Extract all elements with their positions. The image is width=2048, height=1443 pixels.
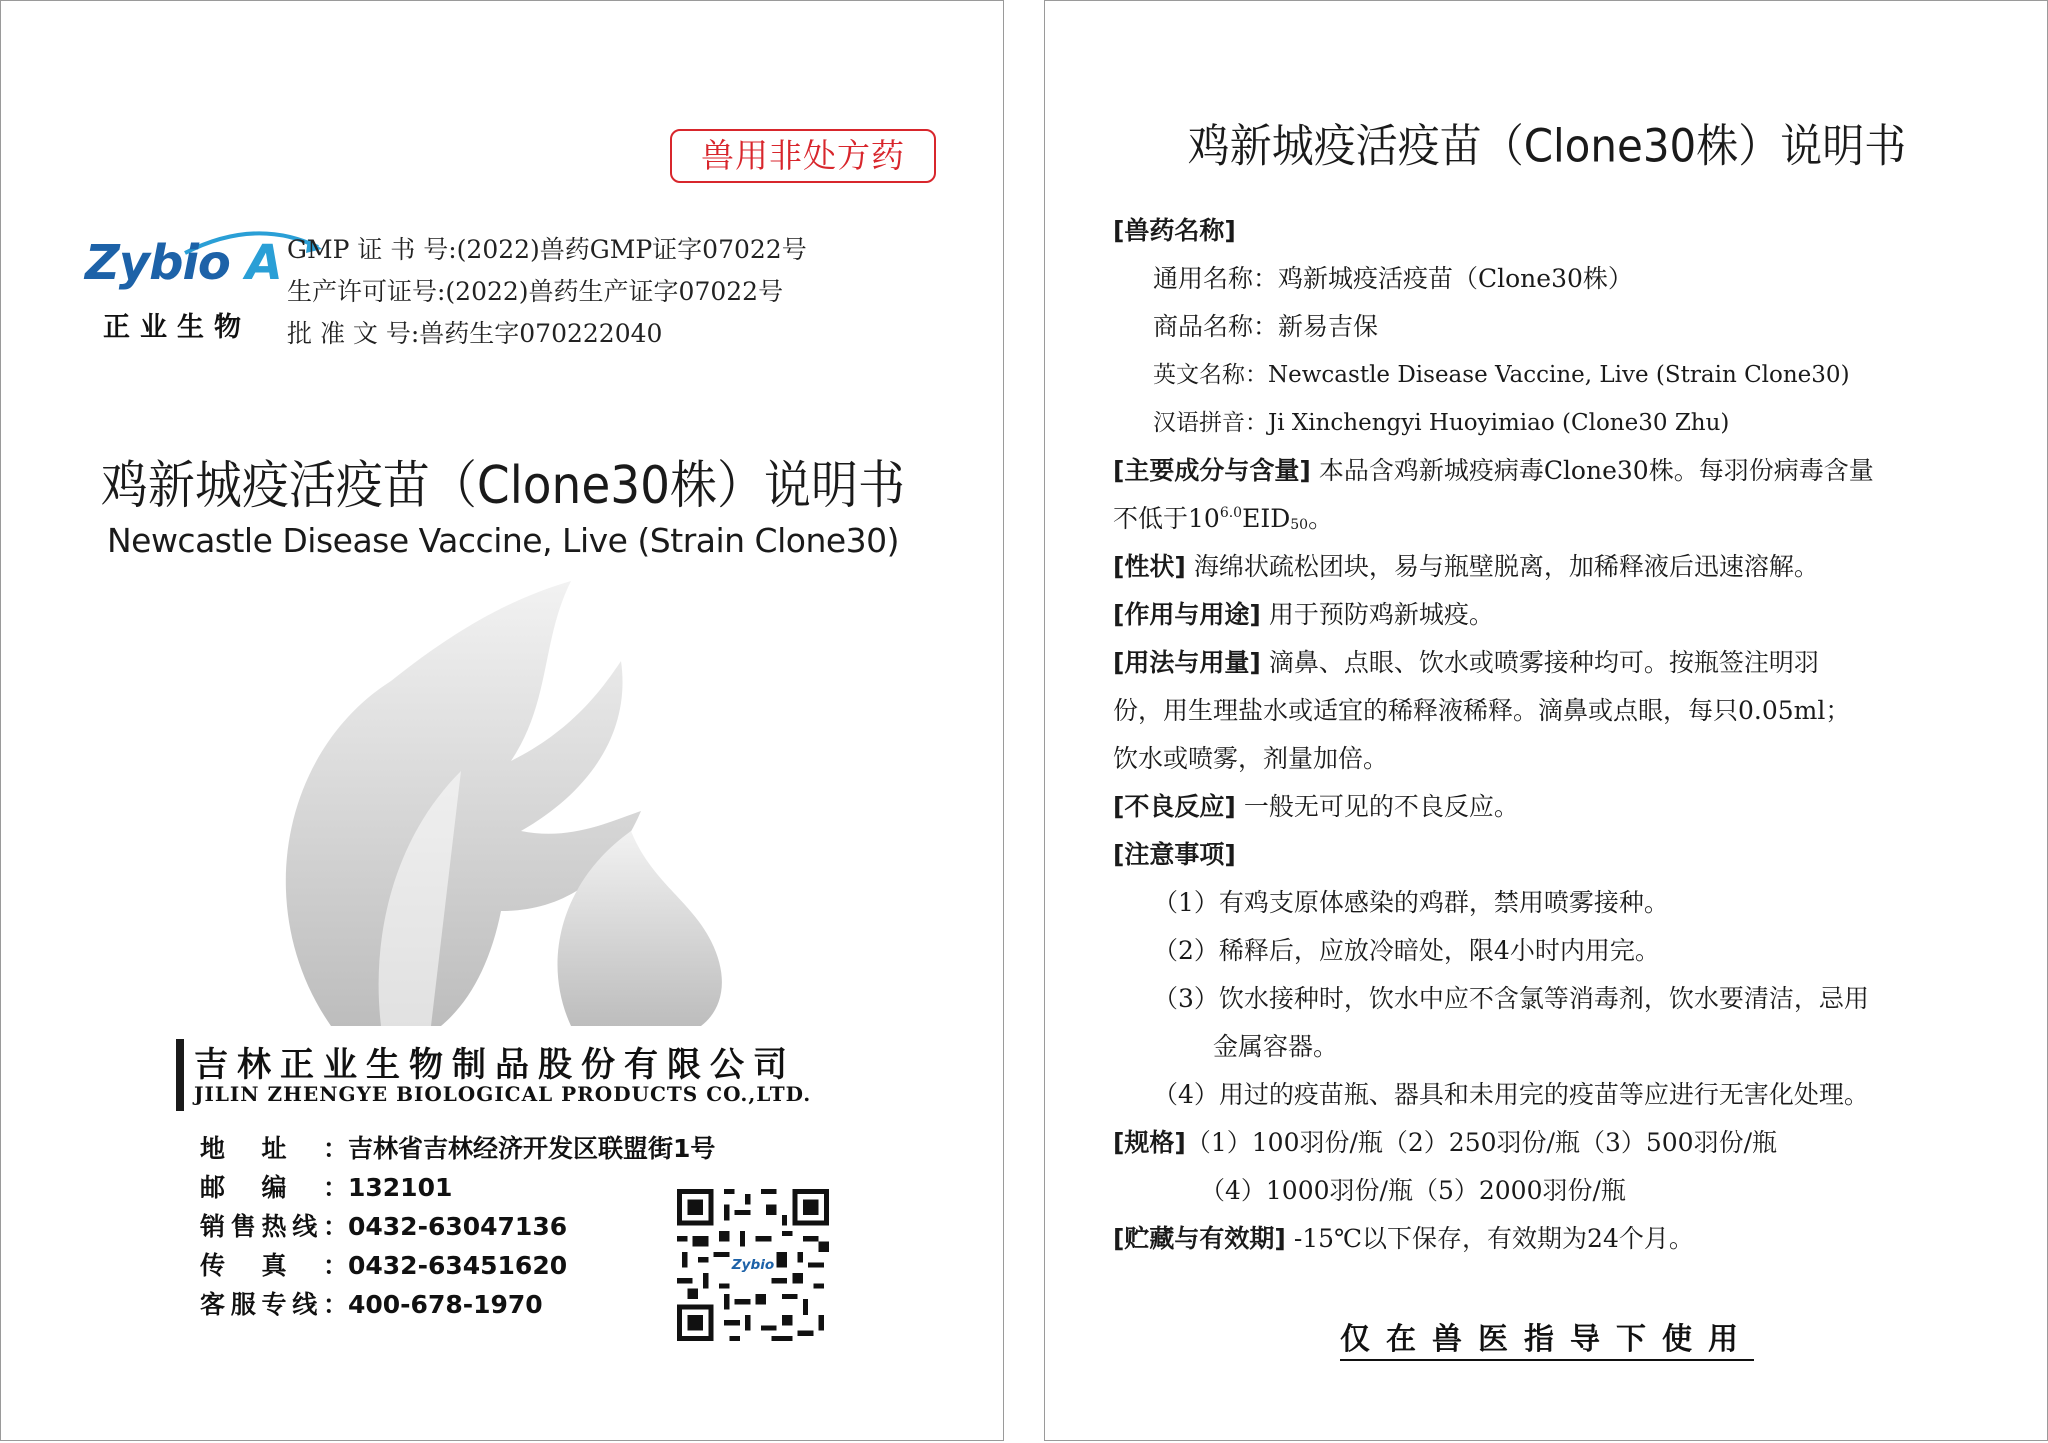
ingredients-continued bbox=[1113, 495, 2018, 543]
precaution-item: （3）饮水接种时，饮水中应不含氯等消毒剂，饮水要清洁，忌用 bbox=[1153, 984, 1869, 1013]
contact-value: 0432-63047136 bbox=[348, 1212, 568, 1241]
product-title: 鸡新城疫活疫苗（Clone30株）说明书 bbox=[100, 455, 906, 517]
production-license: 生产许可证号:(2022)兽药生产证字07022号 bbox=[287, 277, 784, 306]
ingredients-prefix: 不低于10 bbox=[1113, 504, 1220, 533]
precaution-item: （4）用过的疫苗瓶、器具和未用完的疫苗等应进行无害化处理。 bbox=[1153, 1080, 1869, 1109]
company-accent-bar bbox=[176, 1039, 184, 1111]
dosage-line-2: 份，用生理盐水或适宜的稀释液稀释。滴鼻或点眼，每只0.05ml； bbox=[1113, 696, 1851, 725]
contact-label: 销售热线： bbox=[200, 1212, 348, 1241]
leaf-watermark-icon bbox=[271, 581, 741, 1031]
section-text: 海绵状疏松团块，易与瓶壁脱离，加稀释液后迅速溶解。 bbox=[1193, 552, 1819, 581]
contact-sales-hotline bbox=[200, 1207, 715, 1246]
section-label: [注意事项] bbox=[1113, 840, 1236, 869]
section-properties bbox=[1113, 543, 2018, 591]
company-logo bbox=[85, 225, 282, 347]
ingredients-unit: EID bbox=[1242, 504, 1291, 533]
precaution-item-continued: 金属容器。 bbox=[1213, 1032, 1339, 1061]
logo-wordmark: Zybio A bbox=[85, 235, 282, 291]
section-vet-name bbox=[1113, 207, 2018, 255]
contact-value: 132101 bbox=[348, 1173, 453, 1202]
qr-code-icon[interactable] bbox=[677, 1189, 829, 1341]
section-storage bbox=[1113, 1215, 2018, 1263]
section-label: [贮藏与有效期] bbox=[1113, 1224, 1286, 1253]
section-label: [规格] bbox=[1113, 1128, 1186, 1157]
section-label: [用法与用量] bbox=[1113, 648, 1261, 677]
contact-label: 传真： bbox=[200, 1251, 348, 1280]
leaflet-instructions-page bbox=[1044, 0, 2048, 1441]
company-name-en: JILIN ZHENGYE BIOLOGICAL PRODUCTS CO.,LTD. bbox=[194, 1082, 812, 1106]
contact-value: 400-678-1970 bbox=[348, 1290, 543, 1319]
logo-chinese-name: 正业生物 bbox=[103, 312, 251, 343]
precaution-item: （1）有鸡支原体感染的鸡群，禁用喷雾接种。 bbox=[1153, 888, 1669, 917]
section-dosage bbox=[1113, 639, 2018, 687]
product-subtitle: Newcastle Disease Vaccine, Live (Strain Clone30) bbox=[106, 521, 900, 560]
section-ingredients bbox=[1113, 447, 2018, 495]
gmp-certificate: GMP 证 书 号:(2022)兽药GMP证字07022号 bbox=[287, 235, 807, 264]
section-label: [主要成分与含量] bbox=[1113, 456, 1311, 485]
precaution-item: （2）稀释后，应放冷暗处，限4小时内用完。 bbox=[1153, 936, 1660, 965]
contact-label: 邮编： bbox=[200, 1173, 348, 1202]
contact-value: 吉林省吉林经济开发区联盟街1号 bbox=[348, 1134, 716, 1163]
section-label: [不良反应] bbox=[1113, 792, 1236, 821]
english-name: 英文名称：Newcastle Disease Vaccine, Live (Strain Clone30) bbox=[1153, 362, 1850, 388]
generic-name: 通用名称：鸡新城疫活疫苗（Clone30株） bbox=[1153, 264, 1633, 293]
section-label: [兽药名称] bbox=[1113, 216, 1236, 245]
section-text: 一般无可见的不良反应。 bbox=[1243, 792, 1519, 821]
ingredients-end: 。 bbox=[1308, 504, 1334, 533]
vet-guidance-text: 仅在兽医指导下使用 bbox=[1340, 1322, 1754, 1361]
contact-label: 地址： bbox=[200, 1134, 348, 1163]
contact-service-line bbox=[200, 1285, 715, 1324]
ingredients-exponent: 6.0 bbox=[1219, 505, 1243, 521]
specification-line-2: （4）1000羽份/瓶（5）2000羽份/瓶 bbox=[1200, 1176, 1626, 1205]
contact-label: 客服专线： bbox=[200, 1290, 348, 1319]
contact-list bbox=[200, 1129, 715, 1324]
pinyin-name: 汉语拼音：Ji Xinchengyi Huoyimiao (Clone30 Zhu) bbox=[1153, 410, 1730, 436]
section-precautions bbox=[1113, 831, 2018, 879]
dosage-line-3: 饮水或喷雾，剂量加倍。 bbox=[1113, 744, 1389, 773]
section-label: [性状] bbox=[1113, 552, 1186, 581]
instructions-body bbox=[1113, 207, 2018, 1263]
leaflet-front-page bbox=[0, 0, 1004, 1441]
section-usage bbox=[1113, 591, 2018, 639]
contact-address bbox=[200, 1129, 715, 1168]
section-text: -15℃以下保存，有效期为24个月。 bbox=[1293, 1224, 1694, 1253]
section-text: 用于预防鸡新城疫。 bbox=[1268, 600, 1494, 629]
contact-value: 0432-63451620 bbox=[348, 1251, 568, 1280]
contact-postcode bbox=[200, 1168, 715, 1207]
otc-stamp: 兽用非处方药 bbox=[670, 129, 936, 183]
qr-logo-text: Zybio bbox=[731, 1257, 775, 1274]
section-text: 滴鼻、点眼、饮水或喷雾接种均可。按瓶签注明羽 bbox=[1268, 648, 1819, 677]
ingredients-subscript: 50 bbox=[1290, 517, 1309, 533]
section-text: 本品含鸡新城疫病毒Clone30株。每羽份病毒含量 bbox=[1318, 456, 1874, 485]
approval-number: 批 准 文 号:兽药生字070222040 bbox=[287, 319, 663, 348]
section-adverse bbox=[1113, 783, 2018, 831]
vet-guidance-notice bbox=[1045, 1314, 2048, 1358]
section-specification bbox=[1113, 1119, 2018, 1167]
section-label: [作用与用途] bbox=[1113, 600, 1261, 629]
section-text: （1）100羽份/瓶（2）250羽份/瓶（3）500羽份/瓶 bbox=[1185, 1128, 1777, 1157]
trade-name: 商品名称：新易吉保 bbox=[1153, 312, 1379, 341]
instructions-title: 鸡新城疫活疫苗（Clone30株）说明书 bbox=[1187, 119, 1907, 173]
company-name-cn: 吉林正业生物制品股份有限公司 bbox=[194, 1045, 796, 1085]
contact-fax bbox=[200, 1246, 715, 1285]
license-block bbox=[287, 229, 807, 355]
